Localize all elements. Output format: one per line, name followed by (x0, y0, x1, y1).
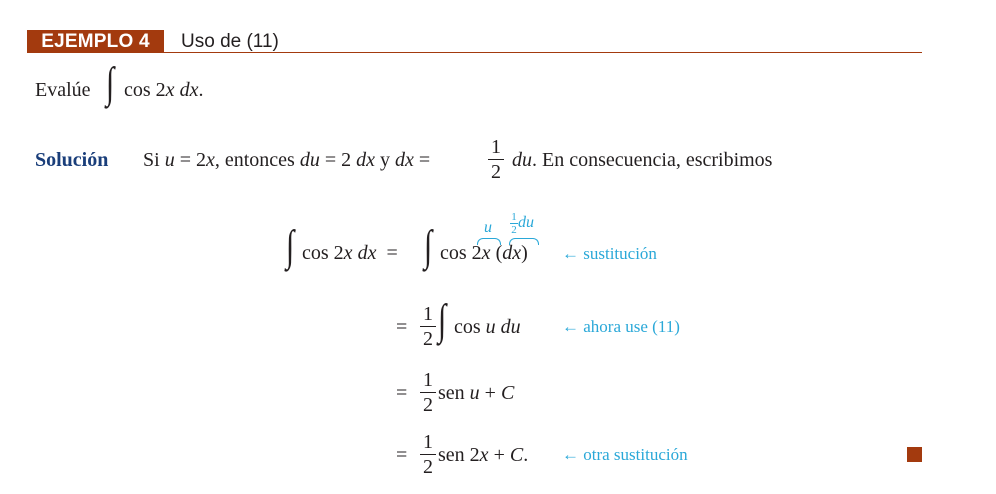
step1-over-du (510, 212, 534, 235)
step3-rhs: sen u + C (438, 382, 515, 404)
entonces-text: , entonces (214, 149, 295, 171)
solution-fraction (488, 136, 504, 183)
step4-rhs: sen 2x + C. (438, 444, 529, 466)
example-badge: EJEMPLO 4 (27, 30, 164, 53)
step1-annotation: ← sustitución (562, 244, 657, 263)
end-of-example-icon (907, 447, 922, 462)
eq-2dx: = 2 (324, 149, 352, 171)
solution-label: Solución (35, 149, 109, 171)
step4-den: 2 (423, 456, 433, 478)
step1-brace-dx (509, 238, 539, 245)
integrand-x: x (165, 79, 175, 101)
si-text: Si (143, 149, 160, 171)
step3-num: 1 (423, 369, 433, 391)
step1-lhs (302, 241, 398, 265)
step1-over-den: 2 (511, 224, 517, 236)
step2-integral-icon: ∫ (438, 296, 447, 344)
step1-rhs-integral-icon: ∫ (424, 222, 433, 270)
step2-eq: = (396, 316, 408, 338)
step2-num: 1 (423, 303, 433, 325)
step3-eq: = (396, 382, 408, 404)
var-dx2: dx (395, 149, 414, 171)
header-rule (27, 52, 922, 53)
step1-lhs-integral-icon: ∫ (286, 222, 295, 270)
var-du2: du (512, 149, 532, 171)
step1-over-num: 1 (511, 211, 517, 223)
eq-sign: = (418, 149, 431, 171)
step3-den: 2 (423, 394, 433, 416)
var-dx: dx (356, 149, 376, 171)
integrand-dx: dx (179, 79, 199, 101)
consecuencia-text: . En consecuencia, escribimos (532, 149, 773, 171)
step1-lhs-text: cos 2x dx = (302, 242, 398, 264)
integral-sign-icon: ∫ (106, 59, 115, 107)
y-text: y (380, 149, 391, 171)
step3-fraction (420, 369, 436, 416)
step2-den: 2 (423, 328, 433, 350)
example-title: Uso de (11) (181, 31, 279, 52)
solution-tail (512, 148, 772, 172)
problem-integrand (124, 78, 203, 102)
step1-over-u: u (484, 219, 492, 236)
step4-num: 1 (423, 431, 433, 453)
evalue-text: Evalúe (35, 79, 91, 101)
step2-rhs: cos u du (454, 316, 521, 338)
var-u: u (164, 149, 175, 171)
eq-2: = 2 (179, 149, 206, 171)
var-du: du (299, 149, 320, 171)
solution-text (143, 148, 430, 172)
step1-brace-u (477, 238, 501, 245)
step1-over-du-text: du (518, 214, 534, 232)
integrand-cos: cos 2 (124, 79, 166, 101)
var-x: x (205, 149, 215, 171)
step4-fraction (420, 431, 436, 478)
fraction-num: 1 (491, 136, 501, 158)
step4-eq: = (396, 444, 408, 466)
step4-annotation: ← otra sustitución (562, 445, 688, 464)
fraction-den: 2 (491, 161, 501, 183)
step2-fraction (420, 303, 436, 350)
step1-rhs: cos 2x (dx) (440, 242, 528, 264)
problem-statement (35, 78, 91, 102)
problem-period: . (198, 79, 204, 101)
step2-annotation: ← ahora use (11) (562, 317, 680, 336)
